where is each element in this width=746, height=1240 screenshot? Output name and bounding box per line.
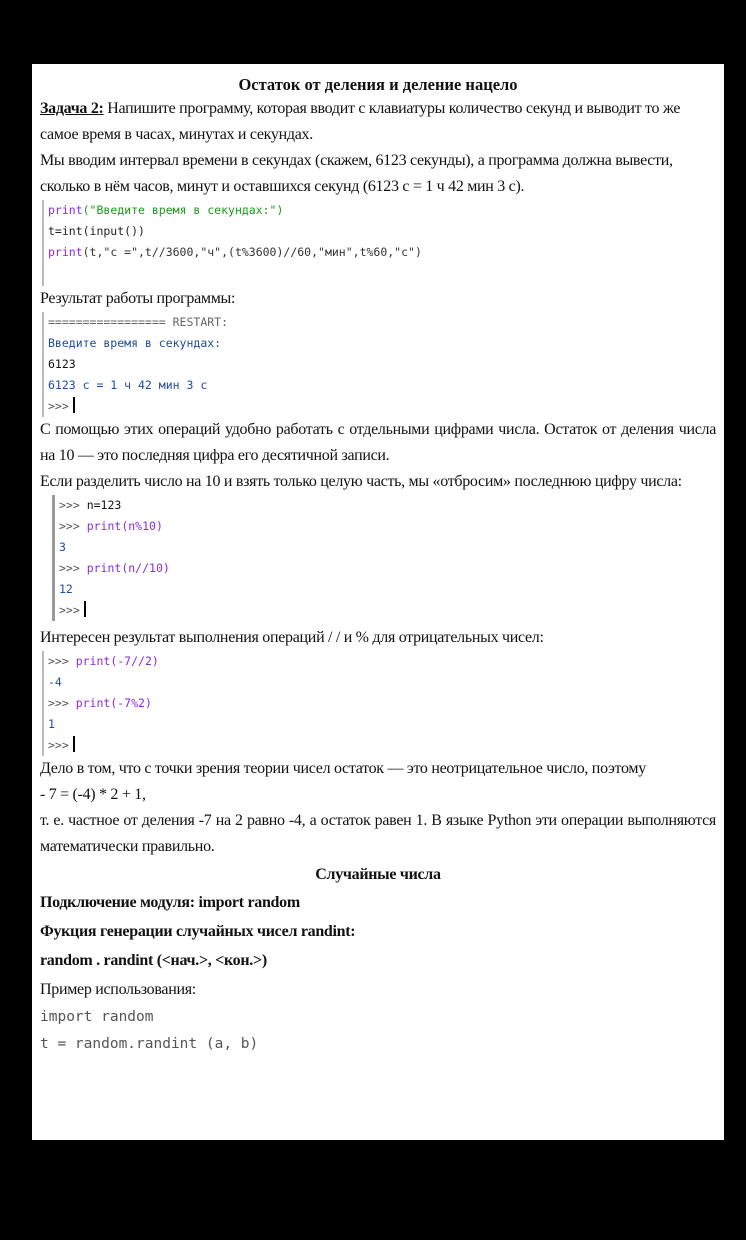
shell-line: >>> print(n%10) — [59, 519, 163, 533]
shell-line: >>> print(n//10) — [59, 561, 170, 575]
code-line: t=int(input()) — [48, 224, 145, 238]
shell-prompt: >>> — [48, 735, 716, 756]
digits-paragraph: С помощью этих операций удобно работать с отдельными цифрами числа. Остаток от деления числа на 10 — это последняя цифра его десятичной записи. — [40, 421, 716, 464]
shell-line: >>> n=123 — [59, 498, 122, 512]
random-import-line: Подключение модуля: import random — [40, 894, 300, 911]
output-line: Введите время в секундах: — [48, 336, 222, 350]
explain-line-3: т. е. частное от деления -7 на 2 равно -4, а остаток равен 1. В языке Python эти операции выполняются математически правильно. — [40, 812, 716, 855]
task-paragraph — [40, 96, 716, 148]
random-func-line: Фукция генерации случайных чисел randint: — [40, 923, 356, 940]
restart-line: ================= RESTART: — [48, 315, 229, 329]
shell-session-1 — [52, 495, 716, 621]
task-text: Напишите программу, которая вводит с клавиатуры количество секунд и выводит то же самое время в часах, минутах и секундах. — [40, 100, 681, 143]
document-page — [32, 64, 724, 1140]
negative-paragraph: Интересен результат выполнения операций / / и % для отрицательных чисел: — [40, 629, 544, 646]
shell-line: >>> print(-7//2) — [48, 654, 159, 668]
result-label: Результат работы программы: — [40, 290, 236, 307]
drop-digit-paragraph: Если разделить число на 10 и взять только целую часть, мы «отбросим» последнюю цифру числа: — [40, 473, 682, 490]
code-line: t = random.randint (a, b) — [40, 1036, 259, 1052]
section-title-random: Случайные числа — [315, 866, 441, 883]
code-line: print(t,"с =",t//3600,"ч",(t%3600)//60,"мин",t%60,"с") — [48, 245, 422, 259]
shell-output: 12 — [59, 582, 73, 596]
shell-session-2 — [42, 651, 716, 756]
explain-line-2: - 7 = (-4) * 2 + 1, — [40, 786, 146, 803]
task-label: Задача 2: — [40, 100, 104, 117]
page-title: Остаток от деления и деление нацело — [238, 75, 518, 94]
shell-prompt: >>> — [48, 396, 716, 417]
text-cursor — [73, 397, 75, 413]
random-syntax-line: random . randint (<нач.>, <кон.>) — [40, 952, 267, 969]
example-code — [40, 1004, 716, 1058]
shell-output: 1 — [48, 717, 55, 731]
shell-prompt: >>> — [59, 600, 716, 621]
shell-output: 3 — [59, 540, 66, 554]
output-line: 6123 с = 1 ч 42 мин 3 с — [48, 378, 208, 392]
code-line: print("Введите время в секундах:") — [48, 203, 284, 217]
shell-output: -4 — [48, 675, 62, 689]
explain-line-1: Дело в том, что с точки зрения теории чисел остаток — это неотрицательное число, поэтому — [40, 760, 646, 777]
code-block-program — [42, 200, 716, 286]
shell-line: >>> print(-7%2) — [48, 696, 152, 710]
output-line: 6123 — [48, 357, 76, 371]
text-cursor — [84, 601, 86, 617]
intro-paragraph: Мы вводим интервал времени в секундах (скажем, 6123 секунды), а программа должна вывести, сколько в нём часов, минут и оставшихся секунд (6123 с = 1 ч 42 мин 3 с). — [40, 152, 673, 195]
program-output — [42, 312, 716, 417]
text-cursor — [73, 736, 75, 752]
code-line: import random — [40, 1009, 154, 1025]
example-label: Пример использования: — [40, 981, 196, 998]
